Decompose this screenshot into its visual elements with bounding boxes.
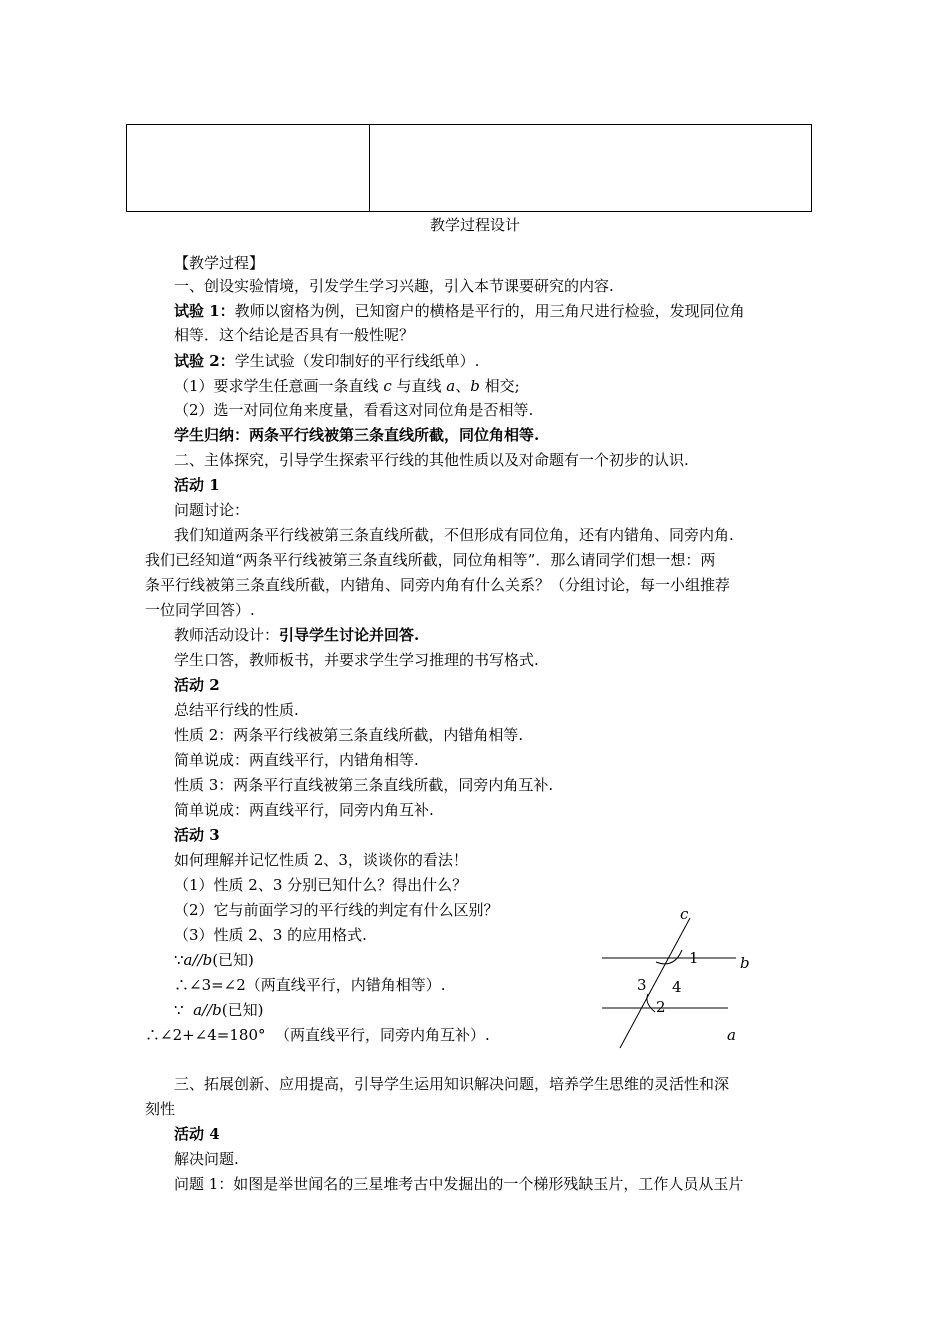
para-heading: 【教学过程】 <box>174 254 265 272</box>
para-line: 三、拓展创新、应用提高，引导学生运用知识解决问题，培养学生思维的灵活性和深 <box>174 1075 730 1093</box>
para-line: 刻性 <box>145 1100 176 1118</box>
para-line: 一位同学回答）. <box>145 601 255 619</box>
para-line: （2）它与前面学习的平行线的判定有什么区别？ <box>174 901 499 919</box>
para-line: 一、创设实验情境，引发学生学习兴趣，引入本节课要研究的内容. <box>174 277 614 295</box>
para-line: （1）性质 2、3 分别已知什么？得出什么？ <box>174 876 468 894</box>
para-line: 如何理解并记忆性质 2、3，谈谈你的看法！ <box>174 851 468 869</box>
label-a: a <box>727 1026 736 1044</box>
angle-label-3: 3 <box>637 976 647 994</box>
text-span: 相交; <box>479 377 520 395</box>
trial-label: 试验 2： <box>174 352 235 370</box>
label-c: c <box>680 905 689 923</box>
trial-label: 试验 1： <box>174 302 235 320</box>
para-line: 性质 3：两条平行直线被第三条直线所截，同旁内角互补. <box>174 776 554 794</box>
para-line: 相等．这个结论是否具有一般性呢？ <box>174 326 415 344</box>
para-line: 二、主体探究，引导学生探索平行线的其他性质以及对命题有一个初步的认识. <box>174 451 689 469</box>
para-line <box>174 350 479 372</box>
parallel-lines-figure <box>596 900 766 1050</box>
text-span: 教师活动设计： <box>174 626 280 644</box>
para-line: 总结平行线的性质. <box>174 701 299 719</box>
proof-line <box>174 949 254 971</box>
para-line: （2）选一对同位角来度量，看看这对同位角是否相等. <box>174 401 534 419</box>
because-symbol: ∵ <box>174 951 184 969</box>
text-span: 、 <box>455 377 471 395</box>
activity-heading: 活动 1 <box>174 476 220 494</box>
trial-text: 学生试验（发印制好的平行线纸单）. <box>234 352 480 370</box>
para-line <box>174 624 419 646</box>
activity-heading: 活动 2 <box>174 676 220 694</box>
angle-label-2: 2 <box>656 998 666 1016</box>
text-span: (已知) <box>221 1001 264 1019</box>
text-span: 与直线 <box>391 377 447 395</box>
activity-heading: 活动 4 <box>174 1125 220 1143</box>
proof-line: ∴∠2+∠4=180° （两直线平行，同旁内角互补）. <box>145 1026 490 1044</box>
para-line: 学生口答，教师板书，并要求学生学习推理的书写格式. <box>174 651 539 669</box>
para-line: 问题 1：如图是举世闻名的三星堆考古中发掘出的一个梯形残缺玉片，工作人员从玉片 <box>174 1175 744 1193</box>
para-line: 简单说成：两直线平行，同旁内角互补. <box>174 801 434 819</box>
header-table <box>126 124 812 212</box>
section-caption: 教学过程设计 <box>429 216 520 234</box>
text-span: (已知) <box>212 951 254 969</box>
math-expr: a//b <box>193 1001 222 1019</box>
bold-span: 引导学生讨论并回答. <box>279 626 420 644</box>
math-expr: a//b <box>183 951 213 969</box>
para-line <box>174 300 745 322</box>
label-b: b <box>740 954 750 972</box>
proof-line: ∴∠3=∠2（两直线平行，内错角相等）. <box>174 976 446 994</box>
para-line: 解决问题. <box>174 1150 239 1168</box>
var-c: c <box>383 377 392 395</box>
text-span: （1）要求学生任意画一条直线 <box>174 377 384 395</box>
trial-text: 教师以窗格为例，已知窗户的横格是平行的，用三角尺进行检验，发现同位角 <box>234 302 745 320</box>
table-divider <box>369 125 370 211</box>
activity-heading: 活动 3 <box>174 826 220 844</box>
para-line: 我们已经知道“两条平行线被第三条直线所截，同位角相等”．那么请同学们想一想：两 <box>145 551 716 569</box>
para-line: 条平行线被第三条直线所截，内错角、同旁内角有什么关系？（分组讨论，每一小组推荐 <box>145 576 731 594</box>
angle-label-4: 4 <box>672 978 682 996</box>
para-line: 问题讨论： <box>174 501 250 519</box>
because-symbol: ∵ <box>174 1001 194 1019</box>
var-a: a <box>446 377 456 395</box>
student-summary: 学生归纳：两条平行线被第三条直线所截，同位角相等. <box>174 426 540 444</box>
proof-line <box>174 999 263 1021</box>
var-b: b <box>470 377 480 395</box>
para-line: （3）性质 2、3 的应用格式. <box>174 926 367 944</box>
para-line: 性质 2：两条平行线被第三条直线所截，内错角相等. <box>174 726 524 744</box>
angle-label-1: 1 <box>689 949 699 967</box>
para-line: 简单说成：两直线平行，内错角相等. <box>174 751 419 769</box>
para-line <box>174 375 520 397</box>
para-line: 我们知道两条平行线被第三条直线所截，不但形成有同位角，还有内错角、同旁内角. <box>174 526 734 544</box>
